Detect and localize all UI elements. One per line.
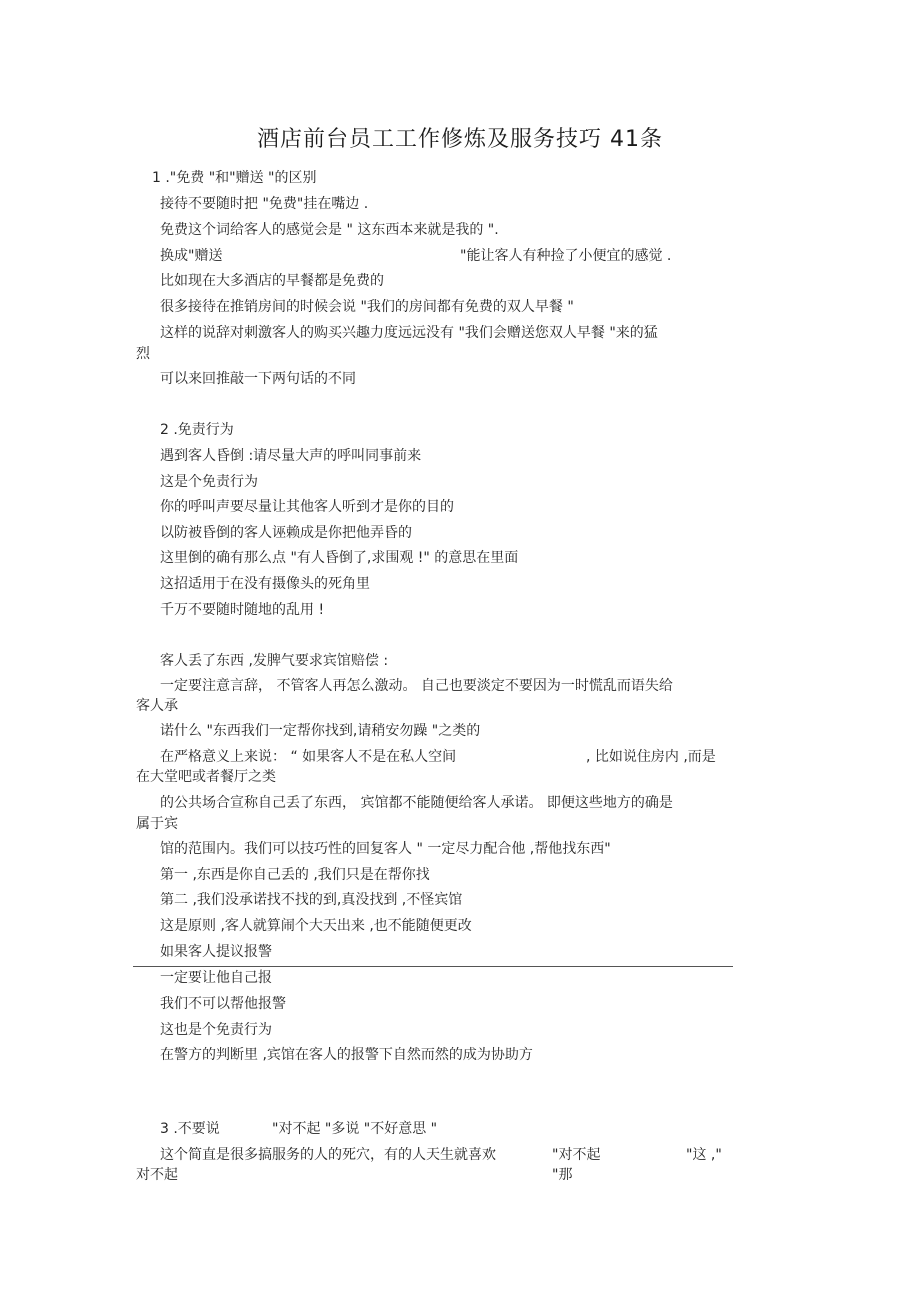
paragraph-line: 接待不要随时把 "免费"挂在嘴边 .	[160, 196, 369, 212]
paragraph-line: 烈	[136, 346, 150, 362]
paragraph-line: 一定要注意言辞， 不管客人再怎么激动。 自己也要淡定不要因为一时慌乱而语失给	[160, 678, 673, 694]
paragraph-line: 对不起	[136, 1167, 178, 1183]
paragraph-line: 如果客人提议报警	[160, 944, 272, 960]
paragraph-line: 第一 ,东西是你自己丢的 ,我们只是在帮你找	[160, 867, 430, 883]
paragraph-line: 你的呼叫声要尽量让其他客人听到才是你的目的	[160, 499, 454, 515]
paragraph-line: , 比如说住房内 ,而是	[586, 749, 716, 765]
paragraph-line: 这样的说辞对刺激客人的购买兴趣力度远远没有 "我们会赠送您双人早餐 "来的猛	[160, 325, 658, 341]
paragraph-line: 这个简直是很多搞服务的人的死穴，有的人天生就喜欢	[160, 1147, 496, 1163]
paragraph-line: 这是个免责行为	[160, 474, 258, 490]
paragraph-line: 在警方的判断里 ,宾馆在客人的报警下自然而然的成为协助方	[160, 1047, 533, 1063]
section3-heading: 3 .不要说	[160, 1121, 220, 1137]
paragraph-line: 这招适用于在没有摄像头的死角里	[160, 576, 370, 592]
paragraph-line: 可以来回推敲一下两句话的不同	[160, 371, 356, 387]
paragraph-line: 这也是个免责行为	[160, 1022, 272, 1038]
paragraph-line: 很多接待在推销房间的时候会说 "我们的房间都有免费的双人早餐 "	[160, 299, 574, 315]
paragraph-line: 以防被昏倒的客人诬赖成是你把他弄昏的	[160, 525, 412, 541]
paragraph-line: "这 ,"	[686, 1147, 722, 1163]
paragraph-line: 这里倒的确有那么点 "有人昏倒了,求围观 !" 的意思在里面	[160, 550, 519, 566]
section1-heading: 1 ."免费 "和"赠送 "的区别	[152, 170, 317, 186]
paragraph-line: 客人承	[136, 698, 178, 714]
paragraph-line: 比如现在大多酒店的早餐都是免费的	[160, 273, 384, 289]
paragraph-line: 诺什么 "东西我们一定帮你找到,请稍安勿躁 "之类的	[160, 723, 481, 739]
paragraph-line: 免费这个词给客人的感觉会是 " 这东西本来就是我的 ".	[160, 222, 499, 238]
document-title: 酒店前台员工工作修炼及服务技巧 41条	[257, 127, 663, 152]
paragraph-line: 在严格意义上来说： “ 如果客人不是在私人空间	[160, 749, 457, 765]
paragraph-line: 一定要让他自己报	[160, 970, 272, 986]
paragraph-line: 这是原则 ,客人就算闹个大天出来 ,也不能随便更改	[160, 918, 472, 934]
paragraph-line: 遇到客人昏倒 :请尽量大声的呼叫同事前来	[160, 448, 422, 464]
paragraph-line: 的公共场合宣称自己丢了东西， 宾馆都不能随便给客人承诺。 即便这些地方的确是	[160, 795, 673, 811]
paragraph-line: 馆的范围内。我们可以技巧性的回复客人 " 一定尽力配合他 ,帮他找东西"	[160, 841, 611, 857]
section2-heading: 2 .免责行为	[160, 422, 234, 438]
paragraph-line: 属于宾	[136, 816, 178, 832]
paragraph-line: 第二 ,我们没承诺找不找的到,真没找到 ,不怪宾馆	[160, 892, 463, 908]
paragraph-line: "那	[552, 1167, 573, 1183]
paragraph-line: 千万不要随时随地的乱用 !	[160, 602, 325, 618]
paragraph-line: 换成"赠送	[160, 248, 223, 264]
section3-heading-quote: "对不起 "多说 "不好意思 "	[272, 1121, 438, 1137]
horizontal-divider	[133, 966, 733, 967]
paragraph-line: 在大堂吧或者餐厅之类	[136, 769, 276, 785]
paragraph-line: "对不起	[552, 1147, 601, 1163]
paragraph-line: 客人丢了东西 ,发脾气要求宾馆赔偿 :	[160, 653, 389, 669]
paragraph-line: "能让客人有种捡了小便宜的感觉 .	[460, 248, 672, 264]
paragraph-line: 我们不可以帮他报警	[160, 996, 286, 1012]
